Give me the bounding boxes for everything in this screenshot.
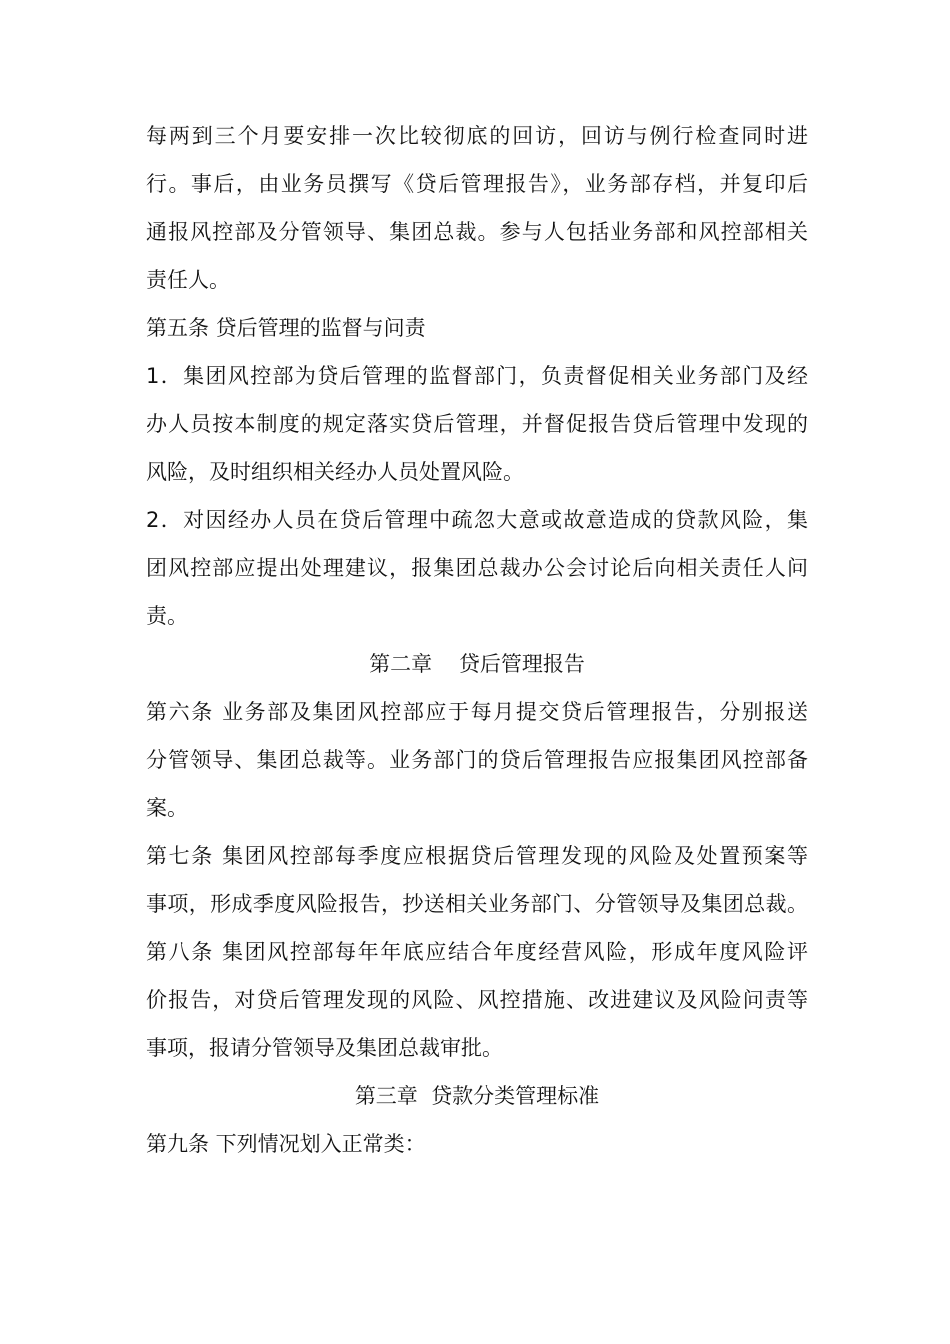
article-line: 事项，形成季度风险报告，抄送相关业务部门、分管领导及集团总裁。 bbox=[146, 892, 808, 916]
article-line: 事项，报请分管领导及集团总裁审批。 bbox=[146, 1036, 503, 1060]
article-line: 第七条 集团风控部每季度应根据贷后管理发现的风险及处置预案等 bbox=[146, 844, 808, 868]
list-item-line: 办人员按本制度的规定落实贷后管理，并督促报告贷后管理中发现的 bbox=[146, 412, 808, 436]
article-line: 第六条 业务部及集团风控部应于每月提交贷后管理报告，分别报送 bbox=[146, 700, 808, 724]
paragraph-line: 每两到三个月要安排一次比较彻底的回访，回访与例行检查同时进 bbox=[146, 124, 808, 148]
chapter-heading: 第三章 贷款分类管理标准 bbox=[354, 1084, 600, 1108]
document-page bbox=[146, 112, 808, 1168]
paragraph-line: 行。事后，由业务员撰写《贷后管理报告》，业务部存档，并复印后 bbox=[146, 172, 808, 196]
article-heading: 第五条 贷后管理的监督与问责 bbox=[146, 316, 426, 340]
article-line: 第九条 下列情况划入正常类： bbox=[146, 1132, 426, 1156]
article-line: 分管领导、集团总裁等。业务部门的贷后管理报告应报集团风控部备 bbox=[146, 748, 808, 772]
article-line: 案。 bbox=[146, 796, 188, 820]
article-line: 第八条 集团风控部每年年底应结合年度经营风险，形成年度风险评 bbox=[146, 940, 808, 964]
paragraph-line: 责任人。 bbox=[146, 268, 230, 292]
list-item-line: 团风控部应提出处理建议，报集团总裁办公会讨论后向相关责任人问 bbox=[146, 556, 808, 580]
chapter-heading: 第二章 贷后管理报告 bbox=[369, 652, 585, 676]
article-line: 价报告，对贷后管理发现的风险、风控措施、改进建议及风险问责等 bbox=[146, 988, 808, 1012]
paragraph-line: 通报风控部及分管领导、集团总裁。参与人包括业务部和风控部相关 bbox=[146, 220, 808, 244]
list-item-line: 2．对因经办人员在贷后管理中疏忽大意或故意造成的贷款风险，集 bbox=[146, 508, 808, 532]
list-item-line: 风险，及时组织相关经办人员处置风险。 bbox=[146, 460, 524, 484]
list-item-line: 1．集团风控部为贷后管理的监督部门，负责督促相关业务部门及经 bbox=[146, 364, 808, 388]
list-item-line: 责。 bbox=[146, 604, 188, 628]
